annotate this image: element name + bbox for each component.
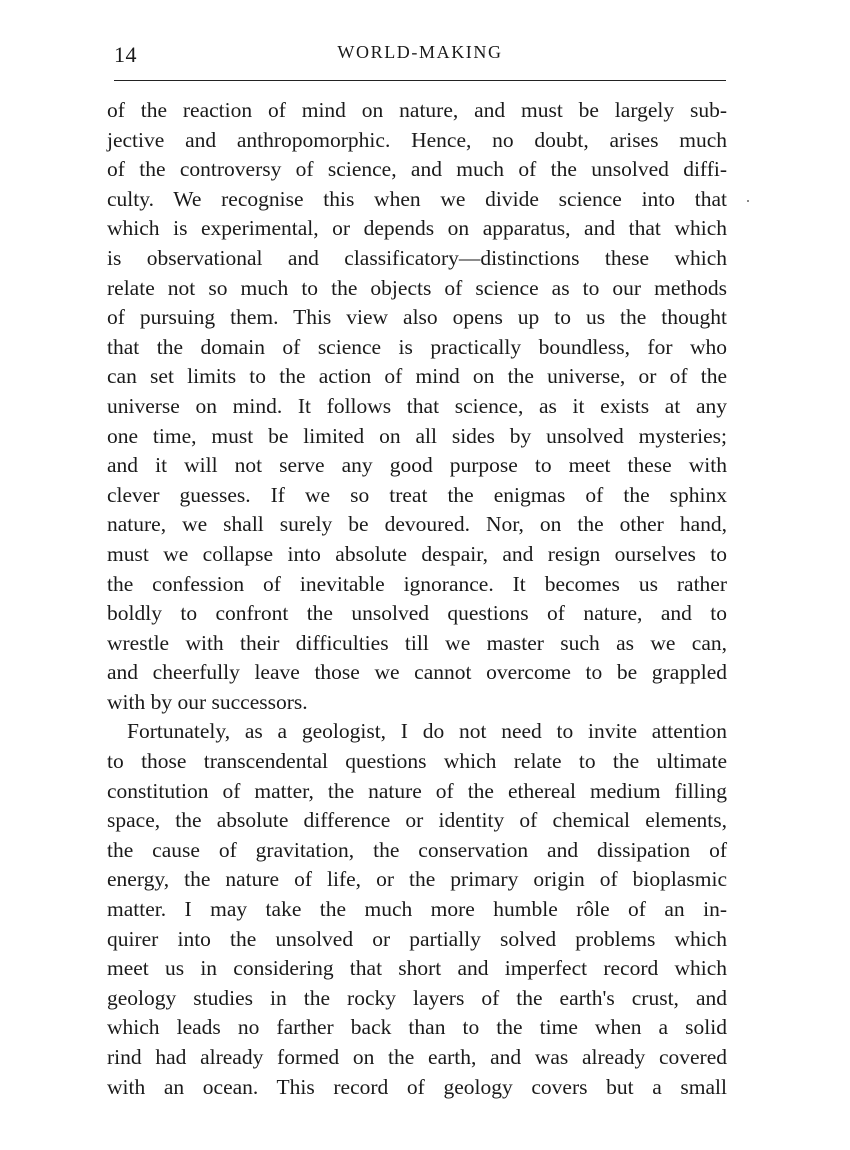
text-line: energy, the nature of life, or the primary origin of bioplasmic <box>107 867 727 892</box>
paragraph-2 <box>107 717 727 1102</box>
text-line: boldly to confront the unsolved questions of nature, and to <box>107 601 727 626</box>
text-line: of the reaction of mind on nature, and must be largely sub- <box>107 98 727 122</box>
text-line: universe on mind. It follows that science, as it exists at any <box>107 393 727 418</box>
text-line: clever guesses. If we so treat the enigmas of the sphinx <box>107 482 727 507</box>
text-line: with by our successors. <box>107 689 308 714</box>
running-title: WORLD-MAKING <box>337 42 503 62</box>
header-rule <box>114 80 726 81</box>
text-line: wrestle with their difficulties till we master such as we can, <box>107 630 727 655</box>
text-line: of pursuing them. This view also opens up to us the thought <box>107 305 727 330</box>
text-line: and it will not serve any good purpose to meet these with <box>107 453 727 478</box>
text-line: that the domain of science is practically boundless, for who <box>107 334 727 359</box>
page-header <box>114 38 726 68</box>
text-line: the confession of inevitable ignorance. It becomes us rather <box>107 571 727 596</box>
text-line: of the controversy of science, and much of the unsolved diffi- <box>107 157 727 182</box>
text-line: meet us in considering that short and imperfect record which <box>107 956 727 981</box>
text-line: culty. We recognise this when we divide science into that <box>107 186 727 211</box>
text-line: with an ocean. This record of geology covers but a small <box>107 1074 727 1099</box>
text-line: can set limits to the action of mind on the universe, or of the <box>107 364 727 389</box>
text-line: which leads no farther back than to the time when a solid <box>107 1015 727 1040</box>
text-line: matter. I may take the much more humble rôle of an in- <box>107 897 727 922</box>
text-line: relate not so much to the objects of science as to our methods <box>107 275 727 300</box>
page-number: 14 <box>114 42 137 67</box>
ink-speck <box>747 200 749 202</box>
text-line: rind had already formed on the earth, and was already covered <box>107 1045 727 1069</box>
text-line: one time, must be limited on all sides by unsolved mysteries; <box>107 423 727 448</box>
text-line: the cause of gravitation, the conservation and dissipation of <box>107 837 727 862</box>
body-text <box>107 96 727 1102</box>
text-line: nature, we shall surely be devoured. Nor, on the other hand, <box>107 512 727 537</box>
text-line: Fortunately, as a geologist, I do not need to invite attention <box>127 719 727 744</box>
paragraph-1 <box>107 96 727 717</box>
text-line: constitution of matter, the nature of the ethereal medium filling <box>107 778 727 803</box>
text-line: must we collapse into absolute despair, and resign ourselves to <box>107 541 727 566</box>
text-line: space, the absolute difference or identity of chemical elements, <box>107 808 727 833</box>
text-line: geology studies in the rocky layers of the earth's crust, and <box>107 985 727 1010</box>
text-line: is observational and classificatory—distinctions these which <box>107 245 727 270</box>
text-line: which is experimental, or depends on apparatus, and that which <box>107 216 727 241</box>
text-line: and cheerfully leave those we cannot overcome to be grappled <box>107 660 727 685</box>
text-line: to those transcendental questions which relate to the ultimate <box>107 749 727 774</box>
text-line: jective and anthropomorphic. Hence, no doubt, arises much <box>107 127 727 152</box>
text-line: quirer into the unsolved or partially solved problems which <box>107 926 727 951</box>
